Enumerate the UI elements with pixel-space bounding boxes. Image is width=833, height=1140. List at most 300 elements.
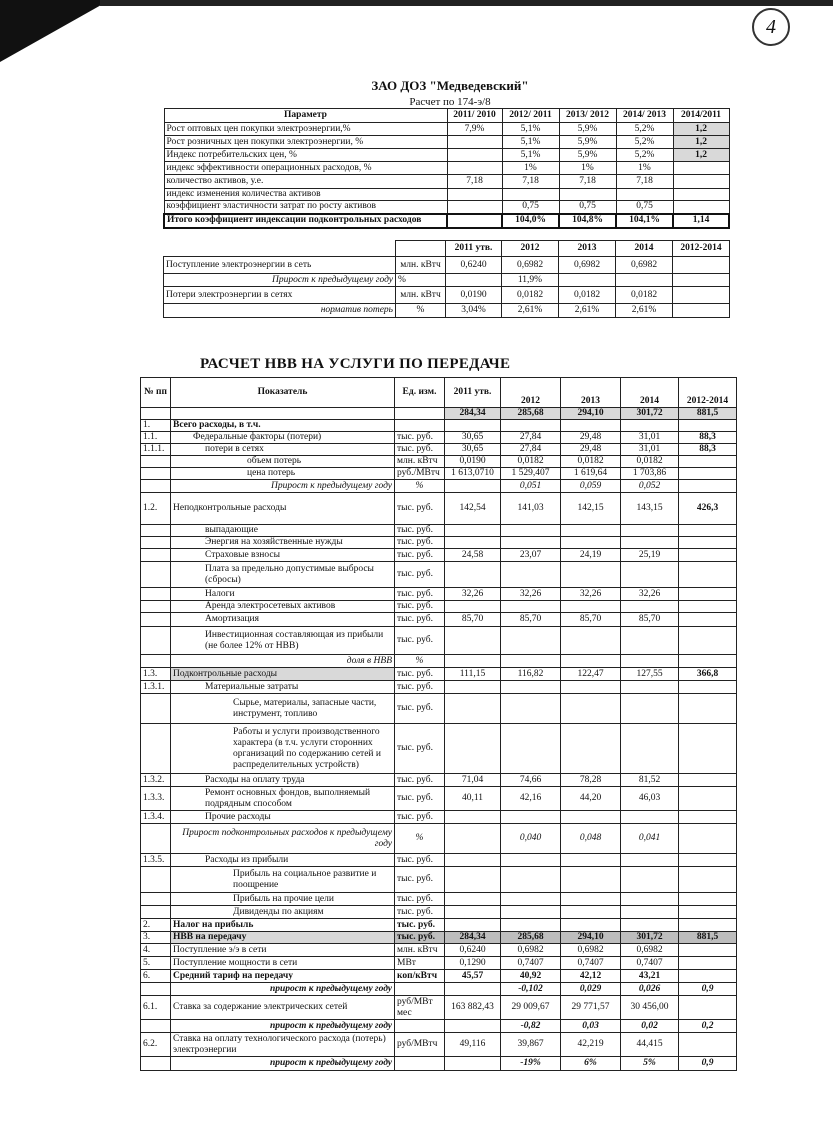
row-number: 1.3. [141, 668, 171, 681]
row-value [679, 613, 737, 627]
row-value [445, 655, 501, 668]
row-value [561, 724, 621, 774]
row-number: 1.3.4. [141, 811, 171, 824]
row-value [679, 468, 737, 480]
row-value [621, 724, 679, 774]
row-value: 49,116 [445, 1033, 501, 1057]
row-value: 30,65 [445, 444, 501, 456]
table-row: Потери электроэнергии в сетях млн. кВтч 0,0190 0,0182 0,0182 0,0182 [164, 287, 730, 304]
table-row [141, 601, 737, 613]
row-value [679, 655, 737, 668]
row-label: НВВ на передачу [171, 932, 395, 944]
row-number: 1.2. [141, 493, 171, 525]
row-unit: тыс. руб. [395, 774, 445, 787]
row-label: Прибыль на прочие цели [171, 893, 395, 906]
table-header-row: Параметр 2011/ 2010 2012/ 2011 2013/ 2012 2014/ 2013 2014/2011 [164, 109, 729, 123]
table-total-row: Итого коэффициент индексации подконтрольных расходов 104,0% 104,8% 104,1% 1,14 [164, 214, 729, 228]
row-value [445, 681, 501, 694]
row-value: 0,9 [679, 1057, 737, 1071]
row-value: 0,7407 [561, 957, 621, 970]
row-label: Страховые взносы [171, 549, 395, 562]
row-label: Ставка за содержание электрических сетей [171, 996, 395, 1020]
row-value [501, 420, 561, 432]
row-value: 0,041 [621, 824, 679, 854]
row-value [501, 562, 561, 588]
row-value [679, 456, 737, 468]
index-params-table [163, 108, 730, 229]
row-value: 31,01 [621, 444, 679, 456]
row-label: Подконтрольные расходы [171, 668, 395, 681]
row-value [679, 787, 737, 811]
row-value: 88,3 [679, 444, 737, 456]
row-unit: тыс. руб. [395, 537, 445, 549]
row-value: 285,68 [501, 932, 561, 944]
table-row [141, 456, 737, 468]
row-value: 142,54 [445, 493, 501, 525]
row-value: 1 703,86 [621, 468, 679, 480]
row-value: 0,2 [679, 1020, 737, 1033]
table-row [141, 1057, 737, 1071]
row-value [445, 1020, 501, 1033]
row-value: 42,12 [561, 970, 621, 983]
table-row: Рост розничных цен покупки электроэнергии, % 5,1% 5,9% 5,2% 1,2 [164, 136, 729, 149]
row-value [501, 893, 561, 906]
row-value: 46,03 [621, 787, 679, 811]
row-value [679, 970, 737, 983]
row-value [501, 601, 561, 613]
row-label: потери в сетях [171, 444, 395, 456]
row-value: 0,9 [679, 983, 737, 996]
row-value [445, 983, 501, 996]
row-number: 3. [141, 932, 171, 944]
row-value [679, 944, 737, 957]
company-title: ЗАО ДОЗ "Медведевский" [371, 78, 529, 93]
row-unit: тыс. руб. [395, 681, 445, 694]
table-row: Индекс потребительских цен, % 5,1% 5,9% 5,2% 1,2 [164, 149, 729, 162]
row-number: 5. [141, 957, 171, 970]
row-value [561, 893, 621, 906]
row-value [679, 681, 737, 694]
section-heading: РАСЧЕТ НВВ НА УСЛУГИ ПО ПЕРЕДАЧЕ [200, 356, 511, 372]
row-label: Средний тариф на передачу [171, 970, 395, 983]
row-number [141, 613, 171, 627]
row-value: 71,04 [445, 774, 501, 787]
table-row [141, 432, 737, 444]
row-value: 23,07 [501, 549, 561, 562]
row-unit: тыс. руб. [395, 787, 445, 811]
row-value: 0,6240 [445, 944, 501, 957]
row-number: 6.1. [141, 996, 171, 1020]
row-unit: руб./МВтч [395, 468, 445, 480]
row-value: 0,1290 [445, 957, 501, 970]
row-value [561, 867, 621, 893]
table-row [141, 668, 737, 681]
row-label: Плата за предельно допустимые выбросы (сбросы) [171, 562, 395, 588]
row-value [561, 562, 621, 588]
row-value [445, 919, 501, 932]
row-value: 0,7407 [501, 957, 561, 970]
row-unit: % [395, 824, 445, 854]
table-row: индекс изменения количества активов [164, 189, 729, 201]
table-row [141, 932, 737, 944]
row-value [621, 525, 679, 537]
row-value: 0,7407 [621, 957, 679, 970]
row-value [445, 906, 501, 919]
row-value: 881,5 [679, 408, 737, 420]
row-value: 74,66 [501, 774, 561, 787]
row-unit [395, 1020, 445, 1033]
row-label: Прирост подконтрольных расходов к предыдущему году [171, 824, 395, 854]
row-value [501, 537, 561, 549]
table-row [141, 1033, 737, 1057]
row-value [445, 1057, 501, 1071]
row-number: 1.3.5. [141, 854, 171, 867]
row-label: Работы и услуги производственного характера (в т.ч. услуги сторонних организаций по содержанию сетей и распределительных устройств) [171, 724, 395, 774]
table-row: Прирост к предыдущему году % 11,9% [164, 274, 730, 287]
row-unit [395, 983, 445, 996]
row-unit: тыс. руб. [395, 613, 445, 627]
table-row [141, 493, 737, 525]
row-value [679, 549, 737, 562]
row-value: 0,040 [501, 824, 561, 854]
table-row [141, 983, 737, 996]
row-value [445, 867, 501, 893]
row-value: 294,10 [561, 932, 621, 944]
row-value [501, 867, 561, 893]
row-label: объем потерь [171, 456, 395, 468]
row-unit: руб/МВт мес [395, 996, 445, 1020]
row-value [621, 537, 679, 549]
table-row [141, 549, 737, 562]
row-value [679, 867, 737, 893]
row-value [501, 854, 561, 867]
row-value [501, 811, 561, 824]
row-value: 426,3 [679, 493, 737, 525]
row-value [445, 854, 501, 867]
row-unit: % [395, 655, 445, 668]
table-row [141, 811, 737, 824]
row-label: Налоги [171, 588, 395, 601]
row-number [141, 694, 171, 724]
row-unit: тыс. руб. [395, 588, 445, 601]
row-value: 85,70 [445, 613, 501, 627]
row-value [621, 811, 679, 824]
row-unit: % [395, 480, 445, 493]
row-value: 29,48 [561, 432, 621, 444]
row-label: Поступление э/э в сети [171, 944, 395, 957]
row-value [621, 681, 679, 694]
row-value: 32,26 [501, 588, 561, 601]
row-value: 27,84 [501, 432, 561, 444]
table-row [141, 588, 737, 601]
row-unit [395, 1057, 445, 1071]
row-label: Федеральные факторы (потери) [171, 432, 395, 444]
row-number [141, 456, 171, 468]
row-value: 5% [621, 1057, 679, 1071]
row-unit: тыс. руб. [395, 627, 445, 655]
row-number [141, 724, 171, 774]
row-value: 1 619,64 [561, 468, 621, 480]
table-row [141, 919, 737, 932]
row-label: Расходы на оплату труда [171, 774, 395, 787]
table-row [141, 537, 737, 549]
row-value [445, 601, 501, 613]
row-value [679, 919, 737, 932]
row-label: выпадающие [171, 525, 395, 537]
row-value [621, 562, 679, 588]
row-value: 85,70 [621, 613, 679, 627]
row-unit: тыс. руб. [395, 867, 445, 893]
row-value: 301,72 [621, 408, 679, 420]
table-row [141, 724, 737, 774]
row-value [445, 480, 501, 493]
row-unit: тыс. руб. [395, 724, 445, 774]
row-number: 1.3.1. [141, 681, 171, 694]
row-number [141, 906, 171, 919]
row-unit: тыс. руб. [395, 601, 445, 613]
row-value: -0,102 [501, 983, 561, 996]
row-value: 32,26 [621, 588, 679, 601]
row-value: 27,84 [501, 444, 561, 456]
row-unit: тыс. руб. [395, 562, 445, 588]
row-value [621, 694, 679, 724]
row-unit: тыс. руб. [395, 893, 445, 906]
row-value: 0,6982 [501, 944, 561, 957]
row-value [561, 420, 621, 432]
row-value: 40,92 [501, 970, 561, 983]
row-value [679, 525, 737, 537]
row-label: Энергия на хозяйственные нужды [171, 537, 395, 549]
table-row [141, 774, 737, 787]
row-label: Амортизация [171, 613, 395, 627]
row-number [141, 983, 171, 996]
row-value [445, 420, 501, 432]
row-label: Налог на прибыль [171, 919, 395, 932]
table-row: норматив потерь % 3,04% 2,61% 2,61% 2,61% [164, 304, 730, 318]
row-number [141, 1057, 171, 1071]
row-value [561, 694, 621, 724]
row-unit: тыс. руб. [395, 668, 445, 681]
row-label: прирост к предыдущему году [171, 983, 395, 996]
row-value: 163 882,43 [445, 996, 501, 1020]
table-row [141, 694, 737, 724]
table-row [141, 944, 737, 957]
row-value [679, 893, 737, 906]
row-value [561, 601, 621, 613]
row-value: 44,20 [561, 787, 621, 811]
row-value: 0,059 [561, 480, 621, 493]
row-value [679, 601, 737, 613]
row-value: 0,051 [501, 480, 561, 493]
row-value [679, 957, 737, 970]
row-label: Ремонт основных фондов, выполняемый подрядным способом [171, 787, 395, 811]
row-value [679, 1033, 737, 1057]
table-header-row: 2011 утв. 2012 2013 2014 2012-2014 [164, 241, 730, 257]
row-unit: коп/кВтч [395, 970, 445, 983]
row-value [621, 906, 679, 919]
table-row [141, 525, 737, 537]
row-value: 43,21 [621, 970, 679, 983]
table-row [141, 854, 737, 867]
row-value: 44,415 [621, 1033, 679, 1057]
row-value [679, 724, 737, 774]
row-value: 0,0190 [445, 456, 501, 468]
row-value [679, 627, 737, 655]
row-value [679, 906, 737, 919]
row-value [679, 588, 737, 601]
row-label: Дивиденды по акциям [171, 906, 395, 919]
row-value: 366,8 [679, 668, 737, 681]
row-label: Прибыль на социальное развитие и поощрение [171, 867, 395, 893]
row-value: 142,15 [561, 493, 621, 525]
row-value [501, 906, 561, 919]
row-value: 0,0182 [561, 456, 621, 468]
row-number [141, 468, 171, 480]
row-unit: тыс. руб. [395, 525, 445, 537]
row-value [621, 420, 679, 432]
row-label: Поступление мощности в сети [171, 957, 395, 970]
row-value [679, 996, 737, 1020]
row-value [561, 919, 621, 932]
row-label: Расходы из прибыли [171, 854, 395, 867]
row-value: 45,57 [445, 970, 501, 983]
row-value [621, 919, 679, 932]
row-value [621, 627, 679, 655]
row-value: 881,5 [679, 932, 737, 944]
row-value [621, 601, 679, 613]
row-value: 0,03 [561, 1020, 621, 1033]
row-number [141, 588, 171, 601]
energy-flow-table [163, 240, 730, 318]
row-unit: тыс. руб. [395, 932, 445, 944]
row-value [501, 694, 561, 724]
row-value: 1 529,407 [501, 468, 561, 480]
row-value: 31,01 [621, 432, 679, 444]
row-value: 0,6982 [561, 944, 621, 957]
table-row [141, 787, 737, 811]
row-unit: тыс. руб. [395, 549, 445, 562]
table-row [141, 468, 737, 480]
row-number [141, 867, 171, 893]
row-value [445, 537, 501, 549]
row-value [621, 655, 679, 668]
row-value: 24,58 [445, 549, 501, 562]
row-value [621, 867, 679, 893]
row-value [679, 854, 737, 867]
row-value [621, 854, 679, 867]
row-number: 2. [141, 919, 171, 932]
table-row [141, 893, 737, 906]
row-value [561, 811, 621, 824]
row-value: 141,03 [501, 493, 561, 525]
table-row [141, 480, 737, 493]
row-unit: тыс. руб. [395, 432, 445, 444]
row-value: 39,867 [501, 1033, 561, 1057]
row-value [679, 811, 737, 824]
row-unit: тыс. руб. [395, 906, 445, 919]
row-value: 25,19 [621, 549, 679, 562]
table-row [141, 655, 737, 668]
row-value: 6% [561, 1057, 621, 1071]
row-label: прирост к предыдущему году [171, 1020, 395, 1033]
row-value: 284,34 [445, 932, 501, 944]
row-value: 122,47 [561, 668, 621, 681]
row-value [561, 537, 621, 549]
row-number [141, 655, 171, 668]
row-value [679, 824, 737, 854]
row-value: 85,70 [501, 613, 561, 627]
row-value [679, 537, 737, 549]
row-number: 6.2. [141, 1033, 171, 1057]
row-number: 6. [141, 970, 171, 983]
row-value [561, 525, 621, 537]
row-value [445, 562, 501, 588]
table-row [141, 970, 737, 983]
scan-dark-corner [0, 0, 110, 62]
row-label [171, 408, 395, 420]
row-value: 32,26 [445, 588, 501, 601]
row-value [445, 724, 501, 774]
row-value [501, 627, 561, 655]
row-value [561, 854, 621, 867]
row-value [501, 681, 561, 694]
table-row: Рост оптовых цен покупки электроэнергии,% 7,9% 5,1% 5,9% 5,2% 1,2 [164, 123, 729, 136]
row-number [141, 549, 171, 562]
row-label: Всего расходы, в т.ч. [171, 420, 395, 432]
row-value [445, 627, 501, 655]
row-value [561, 655, 621, 668]
row-number: 1.3.3. [141, 787, 171, 811]
row-value: 1 613,0710 [445, 468, 501, 480]
row-value: 111,15 [445, 668, 501, 681]
row-label: цена потерь [171, 468, 395, 480]
row-unit: тыс. руб. [395, 493, 445, 525]
table-row [141, 906, 737, 919]
page-number-stamp: 4 [752, 8, 790, 46]
row-number [141, 824, 171, 854]
row-unit: руб/МВтч [395, 1033, 445, 1057]
row-unit [395, 408, 445, 420]
row-value [501, 655, 561, 668]
row-unit: тыс. руб. [395, 444, 445, 456]
table-row [141, 1020, 737, 1033]
row-value: 42,16 [501, 787, 561, 811]
row-number: 1.1. [141, 432, 171, 444]
row-value [679, 480, 737, 493]
row-value: 0,026 [621, 983, 679, 996]
row-value: 29 009,67 [501, 996, 561, 1020]
row-label: Прочие расходы [171, 811, 395, 824]
row-label: доля в НВВ [171, 655, 395, 668]
row-label: Аренда электросетевых активов [171, 601, 395, 613]
row-value: 116,82 [501, 668, 561, 681]
row-value: 143,15 [621, 493, 679, 525]
row-value [561, 681, 621, 694]
row-value [445, 525, 501, 537]
row-value: 0,052 [621, 480, 679, 493]
row-value [561, 627, 621, 655]
row-value: 0,6982 [621, 944, 679, 957]
table-row [141, 681, 737, 694]
table-row [141, 420, 737, 432]
row-value [679, 562, 737, 588]
row-value: 78,28 [561, 774, 621, 787]
row-value: 0,0182 [621, 456, 679, 468]
row-value: 0,029 [561, 983, 621, 996]
row-value [445, 694, 501, 724]
row-number [141, 627, 171, 655]
row-value: 0,02 [621, 1020, 679, 1033]
